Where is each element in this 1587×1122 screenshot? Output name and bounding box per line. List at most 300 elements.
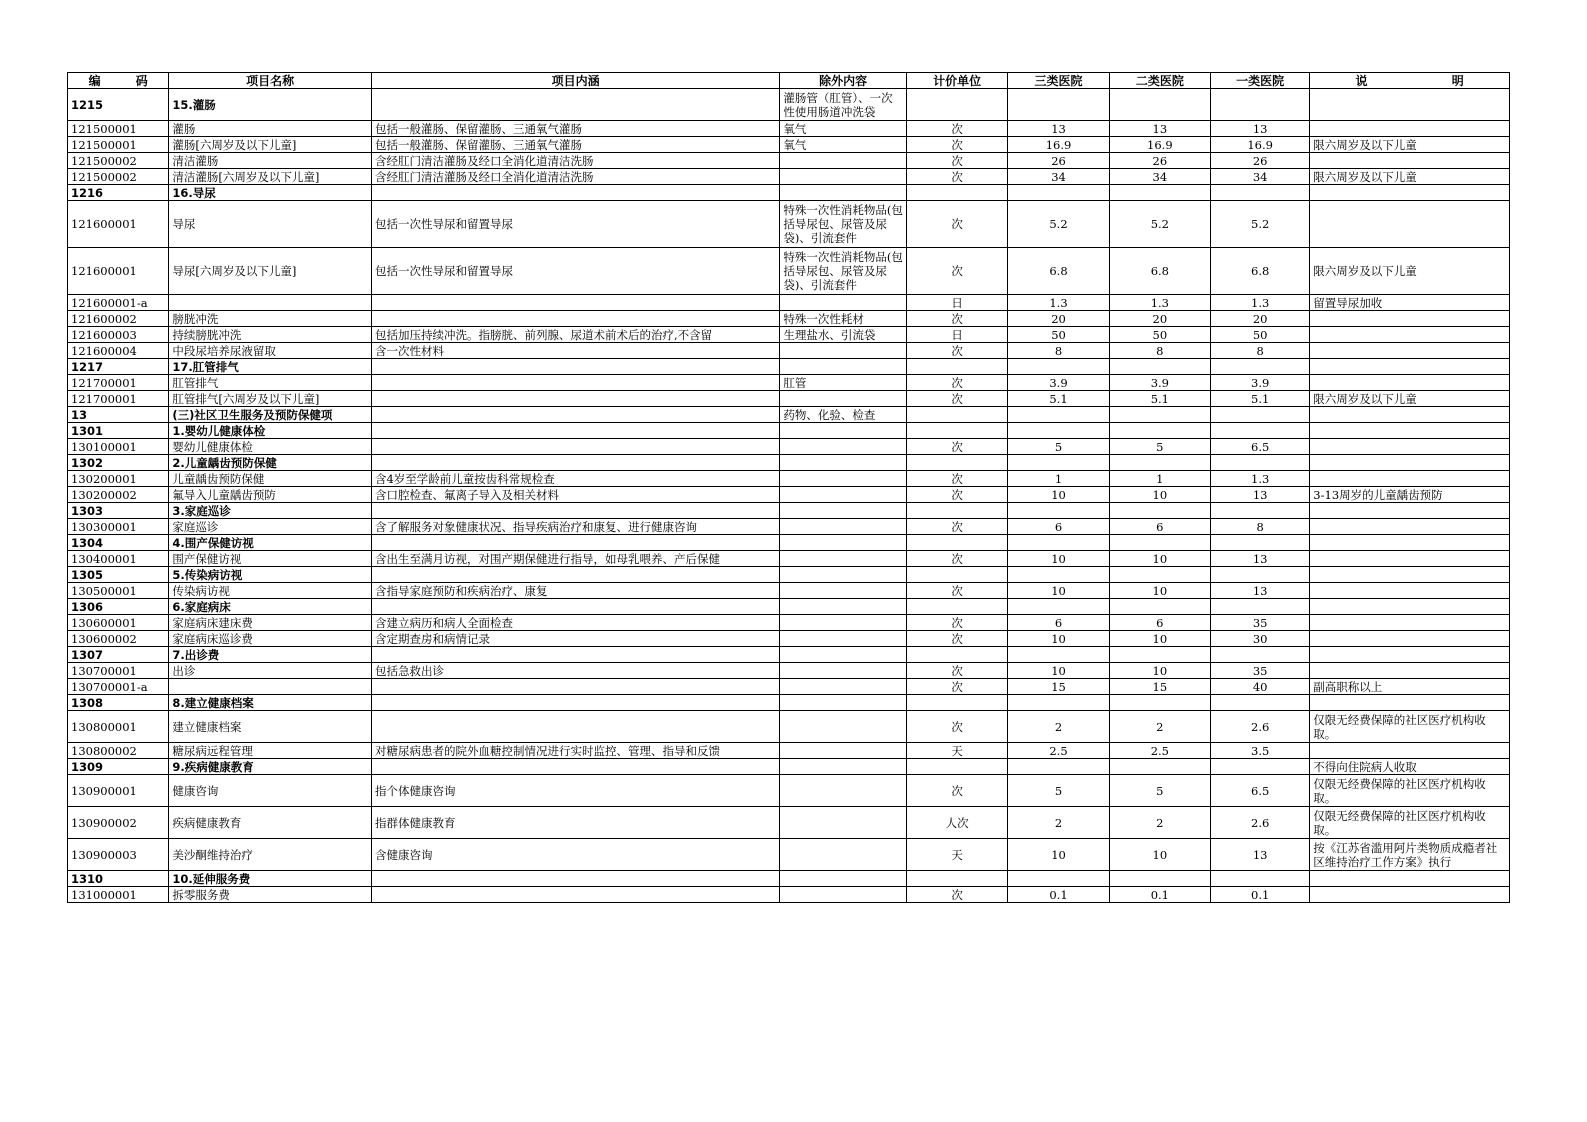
cell-exclusion [780,871,907,887]
cell-exclusion [780,583,907,599]
cell-note [1310,599,1510,615]
header-price-class1: 一类医院 [1211,73,1310,89]
cell-content [371,647,779,663]
header-row [68,73,1510,89]
cell-code: 121600004 [68,343,169,359]
cell-unit: 天 [907,839,1008,871]
header-note: 说 明 [1310,73,1510,89]
cell-exclusion [780,423,907,439]
cell-code: 121700001 [68,375,169,391]
cell-price-class1 [1211,423,1310,439]
cell-item-name: 导尿[六周岁及以下儿童] [169,248,372,295]
table-row [68,471,1510,487]
cell-price-class3: 10 [1008,663,1109,679]
cell-item-name: 出诊 [169,663,372,679]
cell-item-name: 17.肛管排气 [169,359,372,375]
cell-price-class2 [1109,359,1210,375]
cell-code: 1305 [68,567,169,583]
cell-exclusion [780,679,907,695]
cell-unit: 次 [907,391,1008,407]
cell-note: 3-13周岁的儿童龋齿预防 [1310,487,1510,503]
table-row [68,503,1510,519]
cell-unit: 次 [907,519,1008,535]
cell-price-class2: 8 [1109,343,1210,359]
cell-note [1310,471,1510,487]
cell-item-name: 10.延伸服务费 [169,871,372,887]
cell-price-class1 [1211,695,1310,711]
cell-content: 包括急救出诊 [371,663,779,679]
cell-price-class1 [1211,647,1310,663]
cell-content [371,759,779,775]
cell-price-class1: 2.6 [1211,711,1310,743]
cell-note [1310,871,1510,887]
cell-content [371,535,779,551]
cell-code: 1306 [68,599,169,615]
cell-note: 按《江苏省滥用阿片类物质成瘾者社区维持治疗工作方案》执行 [1310,839,1510,871]
cell-item-name: 肛管排气[六周岁及以下儿童] [169,391,372,407]
cell-item-name: 儿童龋齿预防保健 [169,471,372,487]
cell-exclusion [780,775,907,807]
cell-price-class2: 6.8 [1109,248,1210,295]
cell-price-class1 [1211,455,1310,471]
cell-price-class3: 5 [1008,775,1109,807]
cell-note [1310,185,1510,201]
cell-price-class1: 34 [1211,169,1310,185]
cell-price-class2 [1109,185,1210,201]
cell-exclusion [780,599,907,615]
cell-price-class2: 10 [1109,631,1210,647]
cell-content: 包括一次性导尿和留置导尿 [371,201,779,248]
cell-unit [907,695,1008,711]
cell-price-class3: 16.9 [1008,137,1109,153]
cell-price-class3 [1008,503,1109,519]
cell-price-class1: 8 [1211,519,1310,535]
cell-exclusion [780,567,907,583]
cell-item-name: 持续膀胱冲洗 [169,327,372,343]
cell-exclusion [780,471,907,487]
cell-price-class3 [1008,89,1109,121]
cell-content [371,375,779,391]
cell-exclusion [780,759,907,775]
cell-price-class2 [1109,455,1210,471]
cell-unit: 次 [907,487,1008,503]
cell-price-class1: 20 [1211,311,1310,327]
cell-price-class1 [1211,185,1310,201]
cell-unit: 次 [907,343,1008,359]
cell-exclusion [780,153,907,169]
cell-price-class3: 10 [1008,487,1109,503]
header-price-class2: 二类医院 [1109,73,1210,89]
cell-price-class2: 20 [1109,311,1210,327]
cell-price-class3 [1008,535,1109,551]
cell-price-class2 [1109,503,1210,519]
cell-content [371,871,779,887]
table-row [68,327,1510,343]
cell-price-class3: 34 [1008,169,1109,185]
cell-content [371,455,779,471]
cell-content [371,567,779,583]
cell-exclusion [780,487,907,503]
table-row [68,887,1510,903]
cell-code: 1307 [68,647,169,663]
cell-item-name: 2.儿童龋齿预防保健 [169,455,372,471]
cell-price-class2: 3.9 [1109,375,1210,391]
table-row [68,663,1510,679]
cell-price-class1 [1211,359,1310,375]
cell-price-class1: 3.9 [1211,375,1310,391]
table-row [68,759,1510,775]
cell-note [1310,615,1510,631]
table-row [68,121,1510,137]
cell-code: 121600003 [68,327,169,343]
cell-item-name [169,295,372,311]
cell-unit [907,185,1008,201]
cell-note [1310,89,1510,121]
cell-code: 121600001 [68,201,169,248]
cell-unit: 次 [907,663,1008,679]
cell-price-class2 [1109,423,1210,439]
cell-price-class3 [1008,185,1109,201]
cell-item-name: 家庭病床建床费 [169,615,372,631]
cell-content: 指群体健康教育 [371,807,779,839]
cell-content [371,89,779,121]
cell-exclusion [780,631,907,647]
cell-unit: 次 [907,471,1008,487]
cell-price-class3: 0.1 [1008,887,1109,903]
cell-price-class3: 5.2 [1008,201,1109,248]
cell-item-name: 5.传染病访视 [169,567,372,583]
cell-price-class3: 2 [1008,711,1109,743]
cell-unit: 次 [907,248,1008,295]
cell-price-class3: 5.1 [1008,391,1109,407]
cell-code: 1217 [68,359,169,375]
cell-content: 包括一般灌肠、保留灌肠、三通氧气灌肠 [371,137,779,153]
cell-note [1310,567,1510,583]
cell-note [1310,311,1510,327]
cell-price-class1 [1211,871,1310,887]
table-row [68,871,1510,887]
cell-item-name: 传染病访视 [169,583,372,599]
cell-price-class2: 6 [1109,615,1210,631]
cell-price-class2: 15 [1109,679,1210,695]
table-row [68,89,1510,121]
header-price-class3: 三类医院 [1008,73,1109,89]
cell-price-class1: 30 [1211,631,1310,647]
cell-price-class3 [1008,695,1109,711]
cell-price-class2 [1109,695,1210,711]
cell-price-class1 [1211,503,1310,519]
cell-code: 1215 [68,89,169,121]
header-exclusion: 除外内容 [780,73,907,89]
cell-price-class3: 2.5 [1008,743,1109,759]
cell-content [371,407,779,423]
cell-note [1310,503,1510,519]
cell-unit [907,89,1008,121]
cell-price-class2: 1.3 [1109,295,1210,311]
cell-price-class2 [1109,567,1210,583]
cell-unit [907,599,1008,615]
table-row [68,375,1510,391]
cell-note [1310,407,1510,423]
cell-note: 仅限无经费保障的社区医疗机构收取。 [1310,775,1510,807]
cell-unit: 次 [907,583,1008,599]
cell-price-class2: 5.1 [1109,391,1210,407]
cell-price-class3: 10 [1008,551,1109,567]
cell-code: 130700001 [68,663,169,679]
cell-code: 121600001 [68,248,169,295]
cell-content: 含口腔检查、氟离子导入及相关材料 [371,487,779,503]
cell-code: 130100001 [68,439,169,455]
cell-content [371,391,779,407]
cell-price-class1: 3.5 [1211,743,1310,759]
cell-price-class2: 1 [1109,471,1210,487]
cell-code: 130300001 [68,519,169,535]
cell-price-class1: 0.1 [1211,887,1310,903]
table-row [68,343,1510,359]
table-row [68,631,1510,647]
cell-item-name: 婴幼儿健康体检 [169,439,372,455]
cell-price-class3 [1008,455,1109,471]
cell-note: 限六周岁及以下儿童 [1310,248,1510,295]
cell-exclusion [780,663,907,679]
cell-price-class1 [1211,567,1310,583]
cell-price-class3: 1.3 [1008,295,1109,311]
table-row [68,615,1510,631]
cell-content: 含出生至满月访视，对围产期保健进行指导，如母乳喂养、产后保健 [371,551,779,567]
cell-exclusion [780,439,907,455]
cell-code: 121600002 [68,311,169,327]
cell-exclusion: 氧气 [780,137,907,153]
cell-price-class2: 10 [1109,551,1210,567]
table-row [68,185,1510,201]
cell-exclusion [780,807,907,839]
table-row [68,711,1510,743]
cell-item-name: 清洁灌肠 [169,153,372,169]
cell-unit: 日 [907,327,1008,343]
cell-note [1310,455,1510,471]
cell-note [1310,535,1510,551]
cell-price-class3: 20 [1008,311,1109,327]
cell-price-class3 [1008,759,1109,775]
cell-price-class3: 10 [1008,631,1109,647]
cell-item-name: 膀胱冲洗 [169,311,372,327]
table-row [68,583,1510,599]
cell-price-class2: 26 [1109,153,1210,169]
table-row [68,169,1510,185]
cell-code: 131000001 [68,887,169,903]
cell-code: 13 [68,407,169,423]
cell-item-name: 健康咨询 [169,775,372,807]
cell-item-name: 清洁灌肠[六周岁及以下儿童] [169,169,372,185]
cell-price-class1 [1211,535,1310,551]
cell-note [1310,743,1510,759]
cell-content [371,359,779,375]
cell-note [1310,583,1510,599]
cell-code: 130900001 [68,775,169,807]
table-row [68,551,1510,567]
table-row [68,455,1510,471]
cell-item-name: 9.疾病健康教育 [169,759,372,775]
cell-code: 130400001 [68,551,169,567]
cell-price-class3: 6 [1008,615,1109,631]
cell-price-class2 [1109,759,1210,775]
table-row [68,775,1510,807]
cell-exclusion: 药物、化验、检查 [780,407,907,423]
cell-price-class3: 1 [1008,471,1109,487]
cell-content: 含定期查房和病情记录 [371,631,779,647]
cell-code: 1303 [68,503,169,519]
cell-note: 限六周岁及以下儿童 [1310,391,1510,407]
cell-unit [907,455,1008,471]
cell-note [1310,519,1510,535]
cell-price-class2 [1109,599,1210,615]
cell-item-name: 灌肠 [169,121,372,137]
cell-content: 含4岁至学龄前儿童按齿科常规检查 [371,471,779,487]
cell-note: 留置导尿加收 [1310,295,1510,311]
cell-unit: 日 [907,295,1008,311]
table-row [68,391,1510,407]
header-code: 编 码 [68,73,169,89]
cell-exclusion [780,391,907,407]
cell-unit: 次 [907,169,1008,185]
table-row [68,137,1510,153]
cell-code: 130500001 [68,583,169,599]
cell-code: 1308 [68,695,169,711]
cell-note [1310,695,1510,711]
cell-price-class2: 34 [1109,169,1210,185]
cell-note [1310,359,1510,375]
cell-price-class2 [1109,89,1210,121]
cell-content: 指个体健康咨询 [371,775,779,807]
cell-code: 1302 [68,455,169,471]
cell-price-class2: 13 [1109,121,1210,137]
cell-content: 含经肛门清洁灌肠及经口全消化道清洁洗肠 [371,169,779,185]
cell-exclusion [780,343,907,359]
cell-item-name: 3.家庭巡诊 [169,503,372,519]
cell-item-name: 导尿 [169,201,372,248]
cell-price-class2: 2 [1109,711,1210,743]
cell-exclusion: 灌肠管（肛管）、一次性使用肠道冲洗袋 [780,89,907,121]
cell-item-name: 6.家庭病床 [169,599,372,615]
cell-price-class2 [1109,647,1210,663]
cell-code: 130900002 [68,807,169,839]
cell-item-name: 围产保健访视 [169,551,372,567]
cell-price-class3 [1008,599,1109,615]
cell-item-name: 家庭病床巡诊费 [169,631,372,647]
cell-note [1310,647,1510,663]
cell-price-class1: 50 [1211,327,1310,343]
table-row [68,295,1510,311]
fee-schedule-table [67,72,1510,903]
cell-note [1310,343,1510,359]
cell-price-class1: 2.6 [1211,807,1310,839]
cell-price-class2 [1109,407,1210,423]
cell-unit [907,567,1008,583]
cell-item-name: 中段尿培养尿液留取 [169,343,372,359]
cell-content [371,711,779,743]
cell-content [371,599,779,615]
cell-price-class1: 1.3 [1211,471,1310,487]
cell-item-name: 氟导入儿童龋齿预防 [169,487,372,503]
cell-price-class2: 5.2 [1109,201,1210,248]
cell-price-class1: 6.5 [1211,439,1310,455]
cell-price-class2: 6 [1109,519,1210,535]
cell-code: 130700001-a [68,679,169,695]
table-row [68,201,1510,248]
cell-exclusion [780,615,907,631]
cell-price-class2: 5 [1109,775,1210,807]
cell-price-class1 [1211,759,1310,775]
table-row [68,423,1510,439]
table-row [68,487,1510,503]
table-row [68,439,1510,455]
cell-content [371,679,779,695]
cell-price-class1 [1211,599,1310,615]
cell-unit: 次 [907,153,1008,169]
cell-unit: 次 [907,615,1008,631]
cell-unit: 次 [907,551,1008,567]
cell-code: 121500002 [68,153,169,169]
table-row [68,679,1510,695]
cell-code: 130600001 [68,615,169,631]
table-row [68,311,1510,327]
cell-code: 130200002 [68,487,169,503]
cell-unit: 次 [907,711,1008,743]
cell-unit: 天 [907,743,1008,759]
cell-note: 副高职称以上 [1310,679,1510,695]
cell-unit [907,407,1008,423]
table-row [68,248,1510,295]
cell-note [1310,551,1510,567]
cell-unit: 次 [907,439,1008,455]
table-row [68,359,1510,375]
cell-price-class2: 5 [1109,439,1210,455]
cell-note [1310,887,1510,903]
table-row [68,407,1510,423]
cell-price-class2: 2.5 [1109,743,1210,759]
cell-price-class3 [1008,567,1109,583]
cell-note: 限六周岁及以下儿童 [1310,169,1510,185]
table-row [68,599,1510,615]
cell-exclusion [780,711,907,743]
cell-exclusion [780,551,907,567]
table-row [68,839,1510,871]
cell-price-class1: 8 [1211,343,1310,359]
cell-unit: 次 [907,679,1008,695]
cell-price-class3: 5 [1008,439,1109,455]
cell-price-class1: 13 [1211,121,1310,137]
cell-price-class1: 5.2 [1211,201,1310,248]
cell-note: 仅限无经费保障的社区医疗机构收取。 [1310,711,1510,743]
cell-exclusion [780,185,907,201]
cell-unit [907,503,1008,519]
cell-code: 130800001 [68,711,169,743]
cell-note [1310,663,1510,679]
cell-price-class1 [1211,407,1310,423]
cell-item-name: 拆零服务费 [169,887,372,903]
cell-exclusion [780,503,907,519]
cell-exclusion [780,169,907,185]
cell-code: 130200001 [68,471,169,487]
cell-unit [907,423,1008,439]
cell-price-class1: 35 [1211,615,1310,631]
cell-unit: 次 [907,375,1008,391]
cell-price-class1: 6.8 [1211,248,1310,295]
cell-price-class1: 13 [1211,583,1310,599]
cell-exclusion [780,455,907,471]
cell-note: 不得向住院病人收取 [1310,759,1510,775]
cell-item-name: 灌肠[六周岁及以下儿童] [169,137,372,153]
